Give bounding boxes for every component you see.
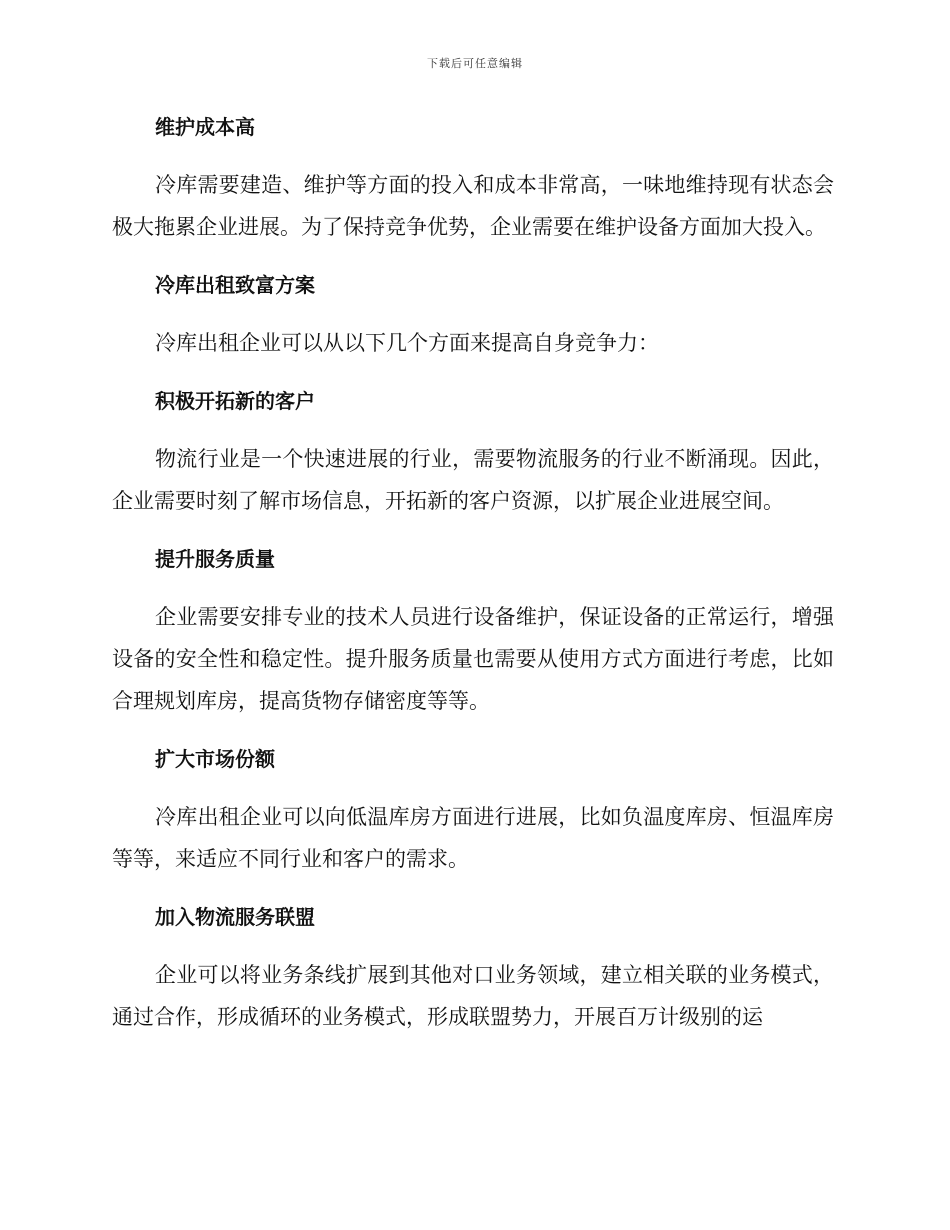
section-paragraph: 企业需要安排专业的技术人员进行设备维护，保证设备的正常运行，增强设备的安全性和稳定性。提升服务质量也需要从使用方式方面进行考虑，比如合理规划库房，提高货物存储密度等等。 xyxy=(112,605,834,713)
section-paragraph: 企业可以将业务条线扩展到其他对口业务领域，建立相关联的业务模式，通过合作，形成循环的业务模式，形成联盟势力，开展百万计级别的运 xyxy=(112,963,834,1029)
section-paragraph: 冷库出租企业可以向低温库房方面进行进展，比如负温度库房、恒温库房等等，来适应不同行业和客户的需求。 xyxy=(112,805,834,871)
section-heading: 积极开拓新的客户 xyxy=(155,389,315,413)
document-body xyxy=(112,112,834,1038)
section-paragraph: 物流行业是一个快速进展的行业，需要物流服务的行业不断涌现。因此，企业需要时刻了解市场信息，开拓新的客户资源，以扩展企业进展空间。 xyxy=(112,447,834,513)
section-heading: 扩大市场份额 xyxy=(155,747,275,771)
section-heading: 冷库出租致富方案 xyxy=(155,273,315,297)
section-heading: 维护成本高 xyxy=(155,115,255,139)
section-heading: 提升服务质量 xyxy=(155,547,275,571)
section-heading: 加入物流服务联盟 xyxy=(155,905,315,929)
section-paragraph: 冷库需要建造、维护等方面的投入和成本非常高，一味地维持现有状态会极大拖累企业进展。为了保持竞争优势，企业需要在维护设备方面加大投入。 xyxy=(112,173,834,239)
page-header-note: 下载后可任意编辑 xyxy=(427,57,523,70)
section-paragraph: 冷库出租企业可以从以下几个方面来提高自身竞争力： xyxy=(155,331,659,355)
